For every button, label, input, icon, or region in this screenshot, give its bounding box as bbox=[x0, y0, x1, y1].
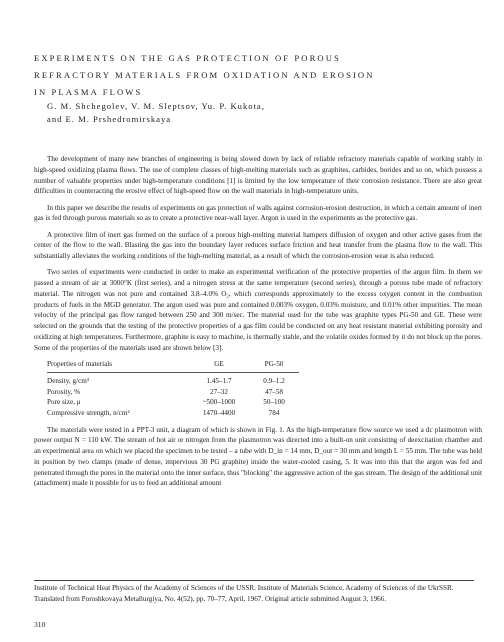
authors bbox=[47, 100, 467, 126]
title-line: EXPERIMENTS ON THE GAS PROTECTION OF POROUS bbox=[34, 53, 341, 63]
footnote-rule bbox=[34, 580, 474, 581]
table-row bbox=[47, 397, 299, 408]
table-header: PG-50 bbox=[249, 359, 299, 373]
table-cell: 27–32 bbox=[210, 387, 228, 396]
table-header: GE bbox=[189, 359, 249, 373]
footnote-text: Institute of Technical Heat Physics of the Academy of Sciences of the USSR. Institute of Materials Science, Academy of Sciences of the UkrSSR. Translated from Poroshkovaya Metallurgiya, No. 4(52), pp. 70–77, April, 1967. Original article submitted August 3, 1966. bbox=[34, 584, 454, 603]
paragraph: The materials were tested in a PPT-3 unit, a diagram of which is shown in Fig. 1. As the high-temperature flow source we used a dc plasmotron with power output N = 110 kW. The stream of hot air or nitrogen from the plasmotron was directed into a built-on unit consisting of deexcitation chamber and an experimental area on which we placed the specimen to be tested – a tube with D_in = 14 mm, D_out = 30 mm and length L = 55 mm. The tube was held in position by two clamps (made of dense, impervious 30 PG graphite) inside the water-cooled casing, 5. It was into this that the argon was fed and penetrated through the pores in the material onto the inner surface, thus "blocking" the aggressive action of the gas stream. The design of the additional unit (attachment) made it possible for us to feed an additional amount bbox=[34, 425, 482, 488]
table-cell: 0.9–1.2 bbox=[263, 377, 285, 386]
table-cell: ~500–1000 bbox=[202, 398, 236, 407]
table-cell: Pore size, μ bbox=[47, 398, 81, 407]
table-cell: Porosity, % bbox=[47, 387, 81, 396]
title-line: IN PLASMA FLOWS bbox=[34, 87, 143, 97]
paragraph: Two series of experiments were conducted in order to make an experimental verification of the protective properties of the argon film. In them we passed a stream of air at 3000°K (first series), and a nitrogen stress at the same temperature (second series), through a porous tube made of refractory material. The nitrogen was not pure and contained 3.8–4.0% O₂, which corresponds approximately to the excess oxygen content in the combustion products of fuels in the MGD generator. The argon used was pure and contained 0.003% oxygen, 0.03% moisture, and 0.01% other impurities. The mean velocity of the principal gas flow ranged between 250 and 300 m/sec. The material used for the tube was graphite types PG-50 and GE. These were selected on the grounds that the testing of the protective properties of a gas film could be conducted on any heat resistant material exhibiting porosity and oxidizing at high temperatures. Furthermore, graphite is easy to machine, is thermally stable, and the volatile oxides formed by it do not block up the pores. Some of the properties of the materials used are shown below [3]. bbox=[34, 268, 482, 352]
page-number: 310 bbox=[34, 620, 46, 629]
paragraph: In this paper we describe the results of experiments on gas protection of walls against corrosion-erosion destruction, in which a certain amount of inert gas is fed through porous materials so as to create a protective near-wall layer. Argon is used in the experiments as the protective gas. bbox=[34, 203, 482, 223]
paragraph: A protective film of inert gas formed on the surface of a porous high-melting material hampers diffusion of oxygen and other active gases from the center of the flow to the wall. Blasting the gas into the boundary layer reduces surface friction and heat transfer from the plasma flow to the wall. This substantially alleviates the working conditions of the high-melting material, as a result of which the corrosion-erosion wear is also reduced. bbox=[34, 230, 482, 260]
table-cell: 50–100 bbox=[263, 398, 285, 407]
table-row bbox=[47, 408, 299, 419]
table-row bbox=[47, 373, 299, 387]
paragraph: The development of many new branches of engineering is being slowed down by lack of reliable refractory materials capable of working stably in high-speed oxidizing plasma flows. The use of complete classes of high-melting materials such as graphites, carbides, borides and so on, which possess a number of valuable properties under high-temperature conditions [1] is limited by the low temperature of their corrosion resistance. There are also great difficulties in counteracting the erosive effect of high-speed flow on the wall materials in high-temperature units. bbox=[34, 155, 482, 196]
footnote bbox=[34, 580, 482, 605]
table-cell: Compressive strength, n/cm² bbox=[47, 409, 130, 418]
authors-line: G. M. Shchegolev, V. M. Sleptsov, Yu. P. Kukota, bbox=[47, 101, 265, 111]
table-cell: 1.45–1.7 bbox=[206, 377, 232, 386]
table-cell: 47–58 bbox=[265, 387, 283, 396]
article-title bbox=[34, 50, 474, 101]
authors-line: and E. M. Prshedromirskaya bbox=[47, 114, 172, 124]
article-body bbox=[34, 154, 482, 495]
table-cell: 784 bbox=[268, 409, 280, 418]
table-row bbox=[47, 387, 299, 398]
table-header-row bbox=[47, 359, 299, 373]
table-header: Properties of materials bbox=[47, 359, 189, 373]
table-cell: 1470–4400 bbox=[202, 409, 236, 418]
table-cell: Density, g/cm³ bbox=[47, 377, 90, 386]
title-line: REFRACTORY MATERIALS FROM OXIDATION AND EROSION bbox=[34, 70, 375, 80]
materials-properties-table bbox=[47, 359, 299, 419]
